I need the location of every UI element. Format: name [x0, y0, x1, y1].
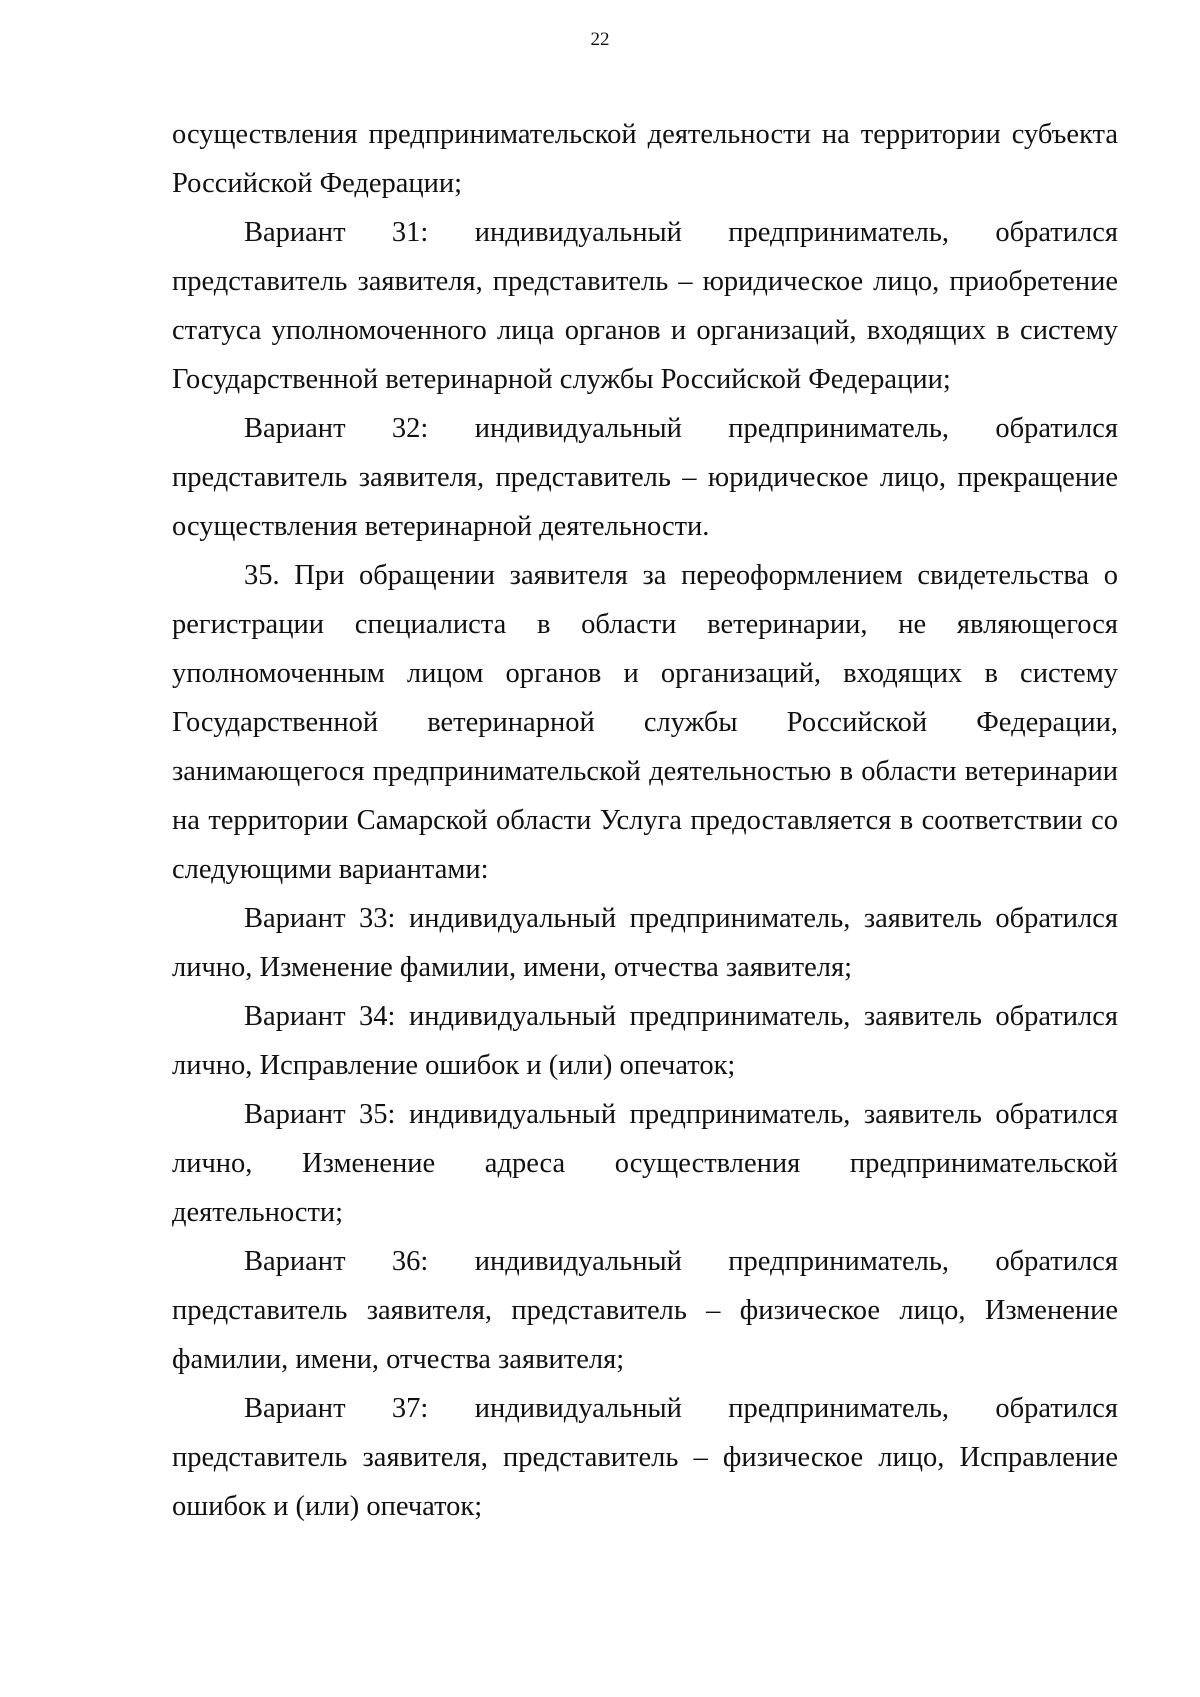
paragraph-clause-35: 35. При обращении заявителя за переоформлением свидетельства о регистрации специалиста в области ветеринарии, не являющегося уполномоченным лицом органов и организаций, входящих в систему Государственной ветеринарной службы Российской Федерации, занимающегося предпринимательской деятельностью в области ветеринарии на территории Самарской области Услуга предоставляется в соответствии со следующими вариантами:: [172, 560, 1118, 885]
paragraph-continuation: осуществления предпринимательской деятельности на территории субъекта Российской Федерации;: [172, 119, 1118, 199]
document-body: [172, 110, 1118, 1531]
paragraph-variant-34: Вариант 34: индивидуальный предприниматель, заявитель обратился лично, Исправление ошибок и (или) опечаток;: [172, 1001, 1118, 1081]
paragraph-variant-33: Вариант 33: индивидуальный предприниматель, заявитель обратился лично, Изменение фамилии, имени, отчества заявителя;: [172, 903, 1118, 983]
paragraph-variant-31: Вариант 31: индивидуальный предприниматель, обратился представитель заявителя, представитель – юридическое лицо, приобретение статуса уполномоченного лица органов и организаций, входящих в систему Государственной ветеринарной службы Российской Федерации;: [172, 217, 1118, 395]
paragraph-variant-36: Вариант 36: индивидуальный предприниматель, обратился представитель заявителя, представитель – физическое лицо, Изменение фамилии, имени, отчества заявителя;: [172, 1246, 1118, 1375]
paragraph-variant-32: Вариант 32: индивидуальный предприниматель, обратился представитель заявителя, представитель – юридическое лицо, прекращение осуществления ветеринарной деятельности.: [172, 413, 1118, 542]
paragraph-variant-37: Вариант 37: индивидуальный предприниматель, обратился представитель заявителя, представитель – физическое лицо, Исправление ошибок и (или) опечаток;: [172, 1393, 1118, 1522]
paragraph-variant-35: Вариант 35: индивидуальный предприниматель, заявитель обратился лично, Изменение адреса осуществления предпринимательской деятельности;: [172, 1099, 1118, 1228]
page-number: 22: [590, 29, 610, 50]
